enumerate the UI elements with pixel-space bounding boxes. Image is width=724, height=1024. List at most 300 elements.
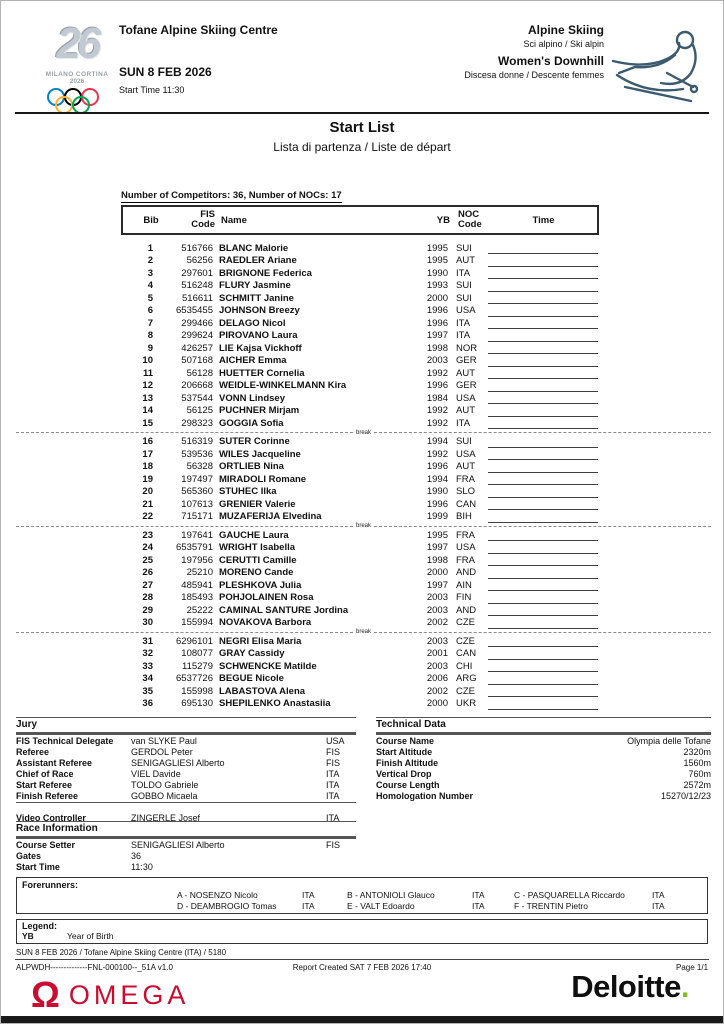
deloitte-logo [571,969,689,1005]
start-list-row [16,592,711,605]
time-blank-line [488,317,598,329]
fis-code: 155994 [181,617,213,628]
year-of-birth: 1994 [426,436,448,447]
sport-name-translations: Sci alpino / Ski alpin [523,39,604,49]
year-of-birth: 1996 [426,305,448,316]
start-list-row [16,579,711,592]
deloitte-wordmark: Deloitte [571,969,681,1004]
legend-rows [22,931,702,942]
official-name: ZINGERLE Josef [131,813,201,823]
milano-cortina-logo [27,19,127,116]
time-blank-line [488,579,598,591]
bib-number: 12 [142,380,153,391]
bib-number: 32 [142,648,153,659]
fis-code: 299466 [181,317,213,329]
time-blank-line [488,617,598,629]
time-blank-line [488,436,598,448]
start-list-table [16,185,711,710]
competitor-name: PLESHKOVA Julia [219,580,302,590]
time-blank-line [488,330,598,342]
start-list-row [16,685,711,698]
start-list-row [16,367,711,380]
official-row [16,862,356,873]
competitor-name: SCHMITT Janine [219,293,294,303]
noc-code: ARG [456,673,477,684]
noc-code: AUT [456,255,475,266]
bib-number: 16 [142,436,153,447]
official-row [16,747,356,758]
competitor-name: MUZAFERIJA Elvedina [219,512,322,522]
bib-number: 30 [142,617,153,628]
competitor-name: CERUTTI Camille [219,555,297,565]
legend-box [16,919,708,944]
noc-code: AUT [456,367,475,379]
competitor-name: FLURY Jasmine [219,281,291,291]
bib-number: 10 [142,355,153,366]
noc-code: USA [456,305,476,316]
year-of-birth: 1992 [426,367,448,379]
col-header-fis-code [179,210,215,230]
time-blank-line [488,554,598,566]
bib-number: 34 [142,673,153,684]
year-of-birth: 1997 [426,579,448,591]
bib-number: 35 [142,685,153,697]
time-blank-line [488,417,598,429]
start-list-row [16,567,711,580]
fis-code: 107613 [181,498,213,510]
technical-data-label: Course Length [376,780,440,790]
year-of-birth: 1996 [426,498,448,510]
time-blank-line [488,511,598,523]
bib-number: 25 [142,554,153,566]
noc-code: FRA [456,554,475,566]
noc-code: CHI [456,660,473,672]
time-blank-line [488,542,598,554]
bib-number: 17 [142,448,153,460]
bib-number: 20 [142,486,153,497]
col-header-noc-line2: Code [458,219,482,230]
noc-code: FRA [456,473,475,485]
forerunner-name: E - VALT Edoardo [347,901,415,911]
noc-code: SUI [456,280,472,291]
footer-divider [15,959,709,960]
start-list-row [16,617,711,630]
year-of-birth: 2006 [426,673,448,684]
jury-title: Jury [16,717,356,733]
milano-cortina-year: 2026 [69,78,85,85]
official-noc: ITA [326,769,340,779]
competitor-name: SUTER Corinne [219,437,290,447]
fis-code: 298323 [181,417,213,429]
fis-code: 537544 [181,392,213,404]
noc-code: CZE [456,617,475,628]
competitor-name: GRENIER Valerie [219,499,296,509]
official-row [16,769,356,780]
start-list-row [16,542,711,555]
start-list-row [16,380,711,393]
competitor-name: BEGUE Nicole [219,674,284,684]
document-date-line: SUN 8 FEB 2026 / Tofane Alpine Skiing Centre (ITA) / 5180 [16,948,227,957]
header-divider [15,112,709,114]
fis-code: 695130 [181,698,213,709]
time-blank-line [488,242,598,254]
fis-code: 56328 [186,461,213,472]
competitor-name: DELAGO Nicol [219,318,286,328]
page-title: Start List [329,119,395,136]
official-name: SENIGAGLIESI Alberto [131,758,225,768]
fis-code: 539536 [181,448,213,460]
forerunners-row [22,890,702,901]
forerunner-noc: ITA [302,890,315,900]
fis-code: 507168 [181,355,213,366]
official-role: Video Controller [16,813,86,823]
fis-code: 485941 [181,579,213,591]
venue-name: Tofane Alpine Skiing Centre [119,23,278,37]
omega-logo [31,974,190,1015]
noc-code: SLO [456,486,476,497]
legend-code: YB [22,931,34,941]
official-noc: ITA [326,813,340,823]
break-label: break [356,629,372,635]
fis-code: 197956 [181,554,213,566]
competitor-name: MORENO Cande [219,568,294,578]
technical-data-value: 760m [688,769,711,779]
competitor-name: LABASTOVA Alena [219,686,306,696]
competitors-summary: Number of Competitors: 36, Number of NOCs: 17 [121,190,342,201]
forerunner-name: B - ANTONIOLI Glauco [347,890,435,900]
event-name-translations: Discesa donne / Descente femmes [464,70,604,80]
bib-number: 22 [142,511,153,522]
competitor-name: SHEPILENKO Anastasiia [219,699,331,709]
report-created: Report Created SAT 7 FEB 2026 17:40 [292,963,432,972]
year-of-birth: 2000 [426,567,448,578]
official-name: GERDOL Peter [131,747,193,757]
noc-code: ITA [456,267,471,279]
col-header-fis-line2: Code [191,219,215,230]
competitor-name: STUHEC Ilka [219,487,277,497]
noc-code: FIN [456,592,472,603]
col-header-fis-line1: FIS [200,209,215,221]
official-noc [326,851,356,862]
fis-code: 197641 [181,529,213,541]
start-list-row [16,342,711,355]
bib-number: 3 [147,267,153,279]
forerunner-noc: ITA [302,901,315,911]
official-name: 11:30 [131,862,153,872]
official-noc: FIS [326,758,341,768]
fis-code: 516319 [181,436,213,447]
noc-code: ITA [456,317,471,329]
forerunners-spacer [22,901,177,912]
start-list-row [16,448,711,461]
technical-data-row [376,791,711,802]
milano-cortina-2026-mark-icon: 26 [56,19,98,68]
bib-number: 33 [142,660,153,672]
legend-text: Year of Birth [67,931,114,941]
noc-code: CAN [456,498,477,510]
fis-code: 197497 [181,473,213,485]
competitor-name: CAMINAL SANTURE Jordina [219,605,349,615]
technical-data-row [376,736,711,747]
fis-code: 297601 [181,267,213,279]
time-blank-line [488,380,598,392]
race-information-rows [16,840,356,873]
time-blank-line [488,473,598,485]
start-list-row [16,698,711,711]
official-noc: ITA [326,791,340,801]
year-of-birth: 1990 [426,486,448,497]
bib-number: 31 [142,635,153,647]
time-blank-line [488,698,598,710]
official-row [16,791,356,803]
noc-code: USA [456,448,476,460]
official-row [16,736,356,747]
official-name: SENIGAGLIESI Alberto [131,840,225,850]
start-list-rows [16,242,711,710]
bib-number: 9 [147,342,153,354]
technical-data-label: Homologation Number [376,791,473,801]
official-noc [326,862,356,873]
competitor-name: GAUCHE Laura [219,530,289,540]
time-blank-line [488,498,598,510]
forerunner-noc: ITA [652,901,665,911]
bib-number: 14 [142,405,153,416]
start-list-row [16,305,711,318]
break-dash-right [374,526,711,527]
noc-code: SUI [456,436,472,447]
competitor-name: SCHWENCKE Matilde [219,661,317,671]
bib-number: 11 [142,367,153,379]
competitor-name: PUCHNER Mirjam [219,406,300,416]
competitor-name: WILES Jacqueline [219,449,301,459]
official-role: Start Time [16,862,60,872]
col-header-time: Time [532,214,555,226]
event-name: Women's Downhill [498,54,604,68]
noc-code: AND [456,567,477,578]
bib-number: 8 [147,330,153,341]
noc-code: ITA [456,417,471,429]
competitor-name: NEGRI Elisa Maria [219,636,302,646]
competitor-name: GOGGIA Sofia [219,418,284,428]
race-information-title: Race Information [16,821,356,837]
time-blank-line [488,685,598,697]
year-of-birth: 1992 [426,417,448,429]
start-list-row [16,486,711,499]
time-blank-line [488,567,598,579]
time-blank-line [488,673,598,685]
bib-number: 15 [142,417,153,429]
technical-data-row [376,769,711,780]
year-of-birth: 2000 [426,292,448,304]
official-name: VIEL Davide [131,769,181,779]
start-list-row [16,436,711,449]
time-blank-line [488,405,598,417]
start-list-row [16,473,711,486]
time-blank-line [488,342,598,354]
start-list-row [16,498,711,511]
col-header-bib: Bib [143,214,159,226]
fis-code: 516766 [181,242,213,254]
noc-code: NOR [456,342,478,354]
sport-name: Alpine Skiing [527,23,604,37]
bib-number: 28 [142,592,153,603]
year-of-birth: 1996 [426,461,448,472]
fis-code: 516248 [181,280,213,291]
time-blank-line [488,648,598,660]
report-code: ALPWDH--------------FNL-000100--_51A v1.0 [16,963,173,972]
technical-data-row [376,747,711,758]
jury-section [16,717,356,824]
noc-code: SUI [456,292,472,304]
forerunner-name: D - DEAMBROGIO Tomas [177,901,277,911]
start-list-row [16,529,711,542]
legend-title: Legend: [22,921,57,931]
year-of-birth: 1984 [426,392,448,404]
col-header-name: Name [221,214,247,226]
official-noc: ITA [326,780,340,790]
official-row [16,840,356,851]
official-name: van SLYKE Paul [131,736,197,746]
year-of-birth: 2003 [426,660,448,672]
technical-data-value: 1560m [683,758,711,768]
year-of-birth: 1992 [426,405,448,416]
fis-code: 56128 [186,367,213,379]
table-header-row [121,205,599,235]
forerunner-noc: ITA [652,890,665,900]
competitor-name: WEIDLE-WINKELMANN Kira [219,381,347,391]
start-list-row [16,554,711,567]
start-list-row [16,355,711,368]
col-header-noc-line1: NOC [458,209,480,221]
official-name: GOBBO Micaela [131,791,198,801]
official-noc: USA [326,736,345,746]
year-of-birth: 1993 [426,280,448,291]
year-of-birth: 1996 [426,380,448,391]
noc-code: GER [456,380,477,391]
noc-code: AND [456,604,477,616]
year-of-birth: 1995 [426,529,448,541]
start-list-row [16,635,711,648]
break-label: break [356,429,372,436]
official-role: Chief of Race [16,769,74,779]
competitor-name: BLANC Malorie [219,243,289,253]
event-date: SUN 8 FEB 2026 [119,65,212,79]
time-blank-line [488,255,598,267]
fis-code: 56256 [186,255,213,266]
competitor-name: PIROVANO Laura [219,331,298,341]
col-header-yb: YB [436,214,450,226]
fis-code: 25222 [186,604,213,616]
bib-number: 26 [142,567,153,578]
year-of-birth: 2002 [426,685,448,697]
bib-number: 13 [142,392,153,404]
competitor-name: JOHNSON Breezy [219,306,300,316]
forerunner-noc: ITA [472,901,485,911]
competitor-name: VONN Lindsey [219,393,285,403]
technical-data-rows [376,736,711,802]
technical-data-label: Start Altitude [376,747,433,757]
noc-code: AUT [456,405,475,416]
competitor-name: RAEDLER Ariane [219,256,297,266]
competitor-name: POHJOLAINEN Rosa [219,593,314,603]
bib-number: 18 [142,461,153,472]
forerunners-row [22,901,702,912]
year-of-birth: 2003 [426,635,448,647]
time-blank-line [488,461,598,473]
year-of-birth: 2002 [426,617,448,628]
official-row [16,780,356,791]
noc-code: SUI [456,242,472,254]
bib-number: 4 [147,280,153,291]
fis-code: 108077 [181,648,213,659]
time-blank-line [488,267,598,279]
bib-number: 24 [142,542,153,553]
noc-code: CAN [456,648,477,659]
break-dash-left [16,526,353,527]
forerunners-box [16,877,708,914]
start-list-row [16,405,711,418]
omega-symbol-icon: Ω [31,974,60,1015]
fis-code: 516611 [182,292,213,304]
competitor-name: WRIGHT Isabella [219,543,296,553]
competitor-name: AICHER Emma [219,356,287,366]
start-list-row [16,648,711,661]
bib-number: 27 [142,579,153,591]
technical-data-section [376,717,711,802]
official-role: Gates [16,851,42,861]
bib-number: 7 [147,317,153,329]
fis-code: 6535791 [176,542,213,553]
start-list-row [16,267,711,280]
start-list-row [16,317,711,330]
official-role: Start Referee [16,780,73,790]
time-blank-line [488,592,598,604]
noc-code: USA [456,542,476,553]
fis-code: 6535455 [176,305,213,316]
official-role: Course Setter [16,840,76,850]
time-blank-line [488,280,598,292]
fis-code: 25210 [186,567,213,578]
break-dash-right [374,432,711,433]
start-list-row [16,604,711,617]
forerunner-name: A - NOSENZO Nicolo [177,890,258,900]
time-blank-line [488,367,598,379]
noc-code: BIH [456,511,472,522]
year-of-birth: 2000 [426,698,448,709]
forerunners-spacer [22,890,177,901]
start-list-row [16,673,711,686]
official-row [16,851,356,862]
start-list-row [16,417,711,430]
omega-wordmark: OMEGA [68,979,190,1010]
official-name: 36 [131,851,142,861]
bib-number: 21 [142,498,153,510]
fis-code: 155998 [181,685,213,697]
technical-data-row [376,780,711,791]
noc-code: CZE [456,635,475,647]
competitor-name: NOVAKOVA Barbora [219,618,312,628]
race-information-section [16,821,356,873]
technical-data-value: 2572m [683,780,711,790]
start-list-row [16,280,711,293]
bib-number: 6 [147,305,153,316]
break-dash-left [16,432,353,433]
break-dash-right [374,632,711,633]
fis-code: 715171 [181,511,213,522]
noc-code: AUT [456,461,475,472]
fis-code: 299624 [181,330,213,341]
page-bottom-bar [1,1016,723,1023]
